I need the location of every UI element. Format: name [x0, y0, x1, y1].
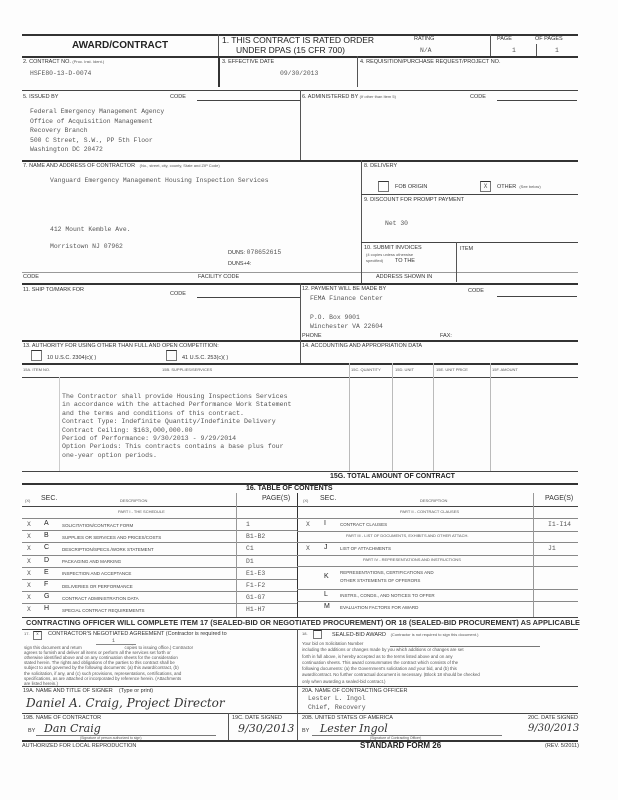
description-line: in accordance with the attached Performance Work Statement — [62, 401, 292, 409]
duns4-label: DUNS+4: — [228, 261, 252, 267]
divider — [297, 589, 578, 590]
block18-text — [302, 641, 480, 685]
divider — [297, 601, 578, 602]
toc-x-mark: X — [306, 521, 310, 528]
officer-name: Lester L. Ingol — [308, 695, 366, 702]
block17-title: CONTRACTOR'S NEGOTIATED AGREEMENT (Contractor is required to — [48, 631, 227, 637]
toc-section-letter: H — [44, 605, 50, 613]
toc-x-header: (X) — [25, 498, 31, 503]
toc-description: SPECIAL CONTRACT REQUIREMENTS — [62, 607, 145, 613]
toc-description: CONTRACT ADMINISTRATION DATA — [62, 595, 139, 601]
toc-sec-header: SEC. — [41, 495, 58, 502]
toc-section-letter: M — [324, 603, 330, 610]
administered-by-label: 6. ADMINISTERED BY (If other than Item 5) — [302, 94, 396, 100]
text-line: including the additions or changes made by you which additions or changes are set — [302, 647, 464, 653]
contractor-city: Morristown NJ 07962 — [50, 243, 123, 250]
toc-description: LIST OF ATTACHMENTS — [340, 546, 392, 551]
toc-description: SOLICITATION/CONTRACT FORM — [62, 522, 134, 528]
text-line: the solicitation, if any, and (c) such provisions, representations, certifications, and — [24, 670, 182, 676]
col-unit-price: 15E. UNIT PRICE — [436, 367, 468, 372]
divider — [297, 531, 578, 532]
divider — [297, 566, 578, 567]
address-line: Office of Acquisition Management — [30, 117, 153, 125]
divider — [22, 603, 297, 604]
block18-num: 18. — [302, 631, 308, 636]
authority-41usc-checkbox[interactable] — [166, 350, 177, 361]
toc-description: EVALUATION FACTORS FOR AWARD — [340, 605, 419, 610]
text-line: following documents: (a) the Government's solicitation and your bid, and (b) this — [302, 666, 457, 672]
item-label: ITEM — [460, 246, 474, 252]
toc-pages: H1-H7 — [246, 606, 266, 614]
toc-section-letter: K — [324, 573, 329, 580]
issued-by-label: 5. ISSUED BY — [23, 94, 59, 100]
signer-label: 19A. NAME AND TITLE OF SIGNER (Type or print) — [23, 688, 154, 694]
divider — [22, 591, 297, 592]
rating-value: N/A — [420, 47, 432, 54]
contractor-name-label: 19B. NAME OF CONTRACTOR — [23, 715, 102, 721]
fob-origin-checkbox[interactable] — [378, 181, 389, 192]
page-label: PAGE — [497, 36, 512, 42]
text-line: stated herein. The rights and obligations of the parties to this contract shall be — [24, 660, 175, 666]
col-unit: 15D. UNIT — [395, 367, 414, 372]
toc-part4: PART IV - REPRESENTATIONS AND INSTRUCTIONS — [363, 557, 461, 562]
address-line: Federal Emergency Management Agency — [30, 108, 165, 115]
toc-x-mark: X — [27, 557, 31, 565]
submit-invoices-label: 10. SUBMIT INVOICES — [364, 245, 422, 251]
toc-pages-header: PAGE(S) — [262, 495, 291, 502]
toc-pages: E1-E3 — [246, 569, 266, 577]
form-title: AWARD/CONTRACT — [72, 40, 169, 51]
toc-part1: PART I - THE SCHEDULE — [118, 509, 165, 514]
toc-x-header: (X) — [303, 498, 309, 503]
divider — [22, 555, 297, 556]
toc-section-letter: I — [324, 520, 326, 527]
contractor-signature: Dan Craig — [44, 721, 101, 735]
item-description — [62, 393, 292, 460]
toc-part3: PART III - LIST OF DOCUMENTS, EXHIBITS AND OTHER ATTACH. — [346, 533, 469, 538]
toc-section-letter: C — [44, 544, 50, 552]
item1-line1: 1. THIS CONTRACT IS RATED ORDER — [222, 35, 375, 45]
description-line: Option Periods: This contracts contains a base plus four — [62, 443, 284, 451]
payment-line: FEMA Finance Center — [310, 295, 383, 302]
divider — [297, 518, 578, 519]
toc-desc-header: DESCRIPTION — [120, 498, 148, 503]
toc-description: CONTRACT CLAUSES — [340, 522, 388, 527]
authority-10usc-label: 10 U.S.C. 2304(c)( ) — [47, 355, 97, 361]
text-line: are listed herein.) — [24, 680, 58, 686]
col-supplies: 15B. SUPPLIES/SERVICES — [162, 367, 213, 372]
description-line: Contract Ceiling: $163,000,000.00 — [62, 426, 193, 434]
block17-text — [24, 645, 193, 687]
ship-code-label: CODE — [170, 291, 186, 297]
footer-rev: (REV. 5/2011) — [545, 743, 579, 749]
effective-date: 09/30/2013 — [280, 70, 319, 77]
toc-pages: F1-F2 — [246, 582, 266, 589]
description-line: and the terms and conditions of this contract. — [62, 409, 245, 417]
address-line: Recovery Branch — [30, 127, 88, 134]
text-line: otherwise identified above and on any continuation sheets for the consideration — [24, 654, 178, 660]
signature-hint-2: (Signature of Contracting Officer) — [370, 735, 422, 740]
divider — [22, 530, 297, 531]
officer-title: Chief, Recovery — [308, 703, 366, 711]
toc-description: INSTRS., CONDS., AND NOTICES TO OFFER — [340, 593, 435, 598]
block17-num: 17. — [24, 631, 30, 636]
toc-x-mark: X — [27, 569, 31, 577]
of-pages-value: 1 — [555, 47, 559, 54]
delivery-label: 8. DELIVERY — [364, 163, 398, 169]
toc-section-letter: J — [324, 544, 328, 551]
toc-x-mark: X — [27, 521, 31, 528]
to-the: TO THE — [395, 258, 415, 264]
by-label: BY — [28, 728, 36, 734]
footer-form-name: STANDARD FORM 26 — [360, 741, 442, 750]
toc-section-letter: G — [44, 593, 50, 601]
toc-section-letter: B — [44, 532, 49, 540]
toc-description: PACKAGING AND MARKING — [62, 559, 122, 565]
toc-sec-header: SEC. — [320, 495, 337, 502]
toc-x-mark: X — [27, 594, 31, 602]
toc-pages: J1 — [548, 545, 556, 552]
toc-title: 16. TABLE OF CONTENTS — [246, 485, 333, 492]
toc-pages: G1-G7 — [246, 594, 266, 602]
divider — [297, 555, 578, 556]
item1-line2: UNDER DPAS (15 CFR 700) — [236, 45, 345, 55]
footer-authorized: AUTHORIZED FOR LOCAL REPRODUCTION — [22, 743, 137, 749]
accounting-label: 14. ACCOUNTING AND APPROPRIATION DATA — [302, 343, 423, 349]
other-label: OTHER (See below) — [497, 184, 541, 190]
payment-line: Winchester VA 22604 — [310, 323, 383, 330]
divider — [22, 567, 297, 568]
toc-x-mark: X — [27, 606, 31, 614]
col-amount: 15F. AMOUNT — [492, 367, 518, 372]
date-signed-label-2: 20C. DATE SIGNED — [528, 715, 579, 721]
toc-x-mark: X — [306, 545, 310, 552]
payment-code-label: CODE — [468, 288, 484, 294]
usa-label: 20B. UNITED STATES OF AMERICA — [302, 715, 393, 721]
toc-pages: I1-I14 — [548, 521, 572, 528]
col-item-no: 15A. ITEM NO. — [23, 367, 51, 372]
toc-description: SUPPLIES OR SERVICES AND PRICES/COSTS — [62, 534, 162, 540]
payment-label: 12. PAYMENT WILL BE MADE BY — [302, 286, 387, 292]
block17-copies: 1 — [112, 638, 116, 644]
address-line: 500 C Street, S.W., PP 5th Floor — [30, 136, 153, 144]
of-pages-label: OF PAGES — [535, 36, 563, 42]
divider — [22, 542, 297, 543]
description-line: one-year option periods. — [62, 451, 157, 459]
toc-description: INSPECTION AND ACCEPTANCE — [62, 571, 132, 577]
toc-description: REPRESENTATIONS, CERTIFICATIONS AND — [340, 570, 434, 575]
discount-value: Net 30 — [385, 220, 409, 227]
toc-section-letter: L — [324, 591, 328, 598]
toc-section-letter: E — [44, 568, 49, 576]
contracting-officer-banner: CONTRACTING OFFICER WILL COMPLETE ITEM 17 (SEALED-BID OR NEGOTIATED PROCUREMENT) OR 18 (SEALED-BID PROCUREMENT) AS APPLICABLE — [26, 618, 580, 627]
submit-hint2: specified) — [366, 258, 384, 263]
code-label: CODE — [23, 274, 39, 280]
signature-hint: (Signature of person authorized to sign) — [80, 735, 142, 740]
toc-description: DELIVERIES OR PERFORMANCE — [62, 583, 133, 589]
date-signed-19c: 9/30/2013 — [238, 722, 295, 735]
divider — [533, 493, 534, 617]
description-line: Contract Type: Indefinite Quantity/Indefinite Delivery — [62, 418, 276, 426]
issued-code-label: CODE — [170, 94, 186, 100]
authority-label: 13. AUTHORITY FOR USING OTHER THAN FULL AND OPEN COMPETITION: — [23, 343, 219, 349]
text-line: continuation sheets. This award consummates the contract which consists of the — [302, 659, 459, 665]
ship-to-label: 11. SHIP TO/MARK FOR — [23, 287, 85, 293]
contractor-street: 412 Mount Kemble Ave. — [50, 226, 131, 233]
contract-no-label: 2. CONTRACT NO. (Proc. Inst. Ident.) — [23, 59, 105, 65]
payment-line: P.O. Box 9001 — [310, 314, 360, 321]
discount-label: 9. DISCOUNT FOR PROMPT PAYMENT — [364, 197, 465, 203]
contractor-name: Vanguard Emergency Management Housing Inspection Services — [50, 177, 269, 184]
issued-by-address — [30, 107, 164, 155]
text-line: agrees to furnish and deliver all items or perform all the services set forth or — [24, 649, 171, 655]
page-value: 1 — [512, 47, 516, 54]
toc-pages: C1 — [246, 545, 254, 553]
text-line: award/contract. No further contractual document is necessary. (Block 18 should be checked — [302, 672, 480, 678]
effective-date-label: 3. EFFECTIVE DATE — [222, 59, 275, 65]
toc-pages-header: PAGE(S) — [545, 495, 574, 502]
text-line: specifications, as are attached or incorporated by reference herein. (Attachments — [24, 675, 182, 681]
requisition-label: 4. REQUISITION/PURCHASE REQUEST/PROJECT NO. — [360, 59, 501, 65]
toc-pages: B1-B2 — [246, 533, 266, 541]
duns-label: DUNS: 078652615 — [228, 249, 282, 256]
phone-label: PHONE — [302, 333, 322, 339]
address-line: Washington DC 20472 — [30, 146, 103, 153]
divider — [22, 518, 297, 519]
block17-checkbox[interactable]: X — [33, 631, 42, 640]
toc-pages: 1 — [246, 521, 250, 528]
toc-description: OTHER STATEMENTS OF OFFERORS — [340, 578, 421, 583]
block18-title: SEALED-BID AWARD (Contractor is not required to sign this document.) — [332, 632, 479, 638]
date-signed-label: 19C. DATE SIGNED — [232, 715, 283, 721]
contractor-label: 7. NAME AND ADDRESS OF CONTRACTOR (No., street, city, county, State and ZIP Code) — [23, 163, 220, 169]
authority-41usc-label: 41 U.S.C. 253(c)( ) — [182, 355, 229, 361]
toc-part2: PART II - CONTRACT CLAUSES — [400, 509, 460, 514]
toc-pages: D1 — [246, 557, 254, 565]
administered-code-label: CODE — [470, 94, 486, 100]
signer-handwritten-name: Daniel A. Craig, Project Director — [26, 696, 225, 710]
fax-label: FAX: — [440, 333, 452, 339]
rating-label: RATING — [414, 36, 435, 42]
submit-hint: (4 copies unless otherwise — [366, 252, 414, 257]
toc-description: DESCRIPTION/SPECS./WORK STATEMENT — [62, 546, 154, 552]
text-line: only when awarding a sealed-bid contract.) — [302, 678, 386, 684]
date-signed-20c: 9/30/2013 — [528, 723, 580, 734]
toc-desc-header: DESCRIPTION — [420, 498, 448, 503]
text-line: subject to and governed by the following documents: (a) this award/contract, (b) — [24, 665, 179, 671]
description-line: Period of Performance: 9/30/2013 - 9/29/2014 — [62, 435, 237, 443]
facility-code-label: FACILITY CODE — [198, 274, 240, 280]
toc-x-mark: X — [27, 533, 31, 541]
text-line: Your bid on Solicitation Number — [302, 641, 364, 646]
fob-origin-label: FOB ORIGIN — [395, 184, 428, 190]
toc-section-letter: F — [44, 581, 49, 588]
divider — [297, 542, 578, 543]
total-amount-label: 15G. TOTAL AMOUNT OF CONTRACT — [330, 473, 455, 480]
divider — [236, 493, 237, 617]
officer-name-label: 20A. NAME OF CONTRACTING OFFICER — [302, 688, 408, 694]
address-shown-in: ADDRESS SHOWN IN — [376, 274, 433, 280]
text-line: forth in full above, is hereby accepted as to the terms listed above and on any — [302, 653, 453, 659]
officer-signature: Lester Ingol — [320, 721, 388, 735]
block18-checkbox[interactable] — [313, 630, 322, 639]
toc-x-mark: X — [27, 545, 31, 553]
contract-no: HSFE80-13-D-0074 — [30, 70, 92, 77]
col-quantity: 15C. QUANTITY — [351, 367, 381, 372]
by-label-2: BY — [302, 728, 310, 734]
authority-10usc-checkbox[interactable] — [31, 350, 42, 361]
text-line: sign this document and return copies to issuing office.) Contractor — [24, 644, 194, 650]
toc-x-mark: X — [27, 582, 31, 589]
toc-section-letter: D — [44, 556, 50, 564]
other-checkbox[interactable]: X — [480, 181, 491, 192]
toc-section-letter: A — [44, 520, 49, 527]
description-line: The Contractor shall provide Housing Inspections Services — [62, 393, 288, 400]
divider — [22, 579, 297, 580]
